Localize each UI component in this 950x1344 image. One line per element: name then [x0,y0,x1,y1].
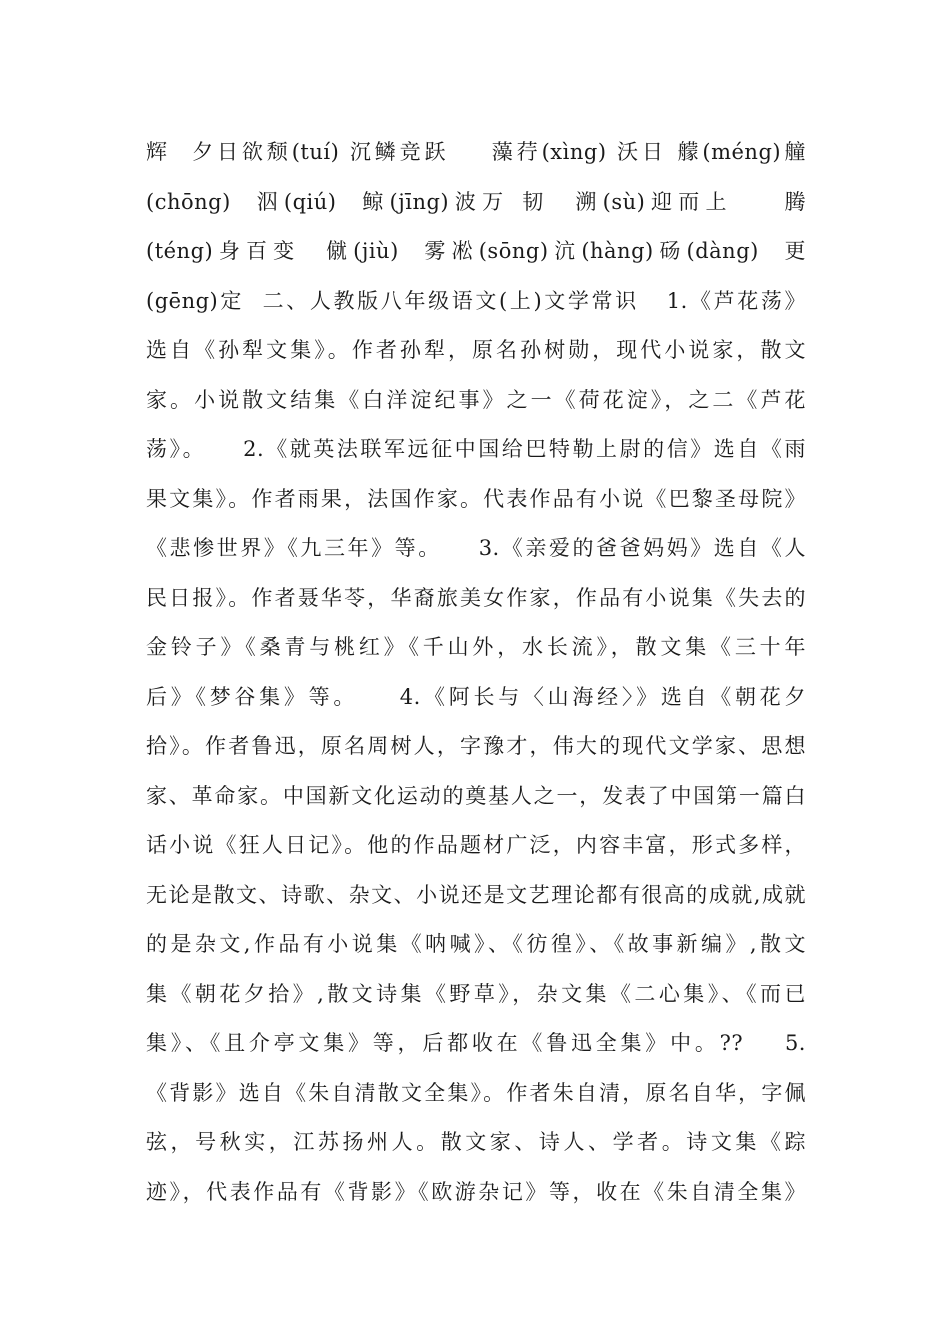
text-line: 弦，号秋实，江苏扬州人。散文家、诗人、学者。诗文集《踪 [146,1130,806,1154]
text-line: 选自《孙犁文集》。作者孙犁，原名孙树勋，现代小说家，散文 [146,338,806,362]
text-line: 话小说《狂人日记》。他的作品题材广泛，内容丰富，形式多样， [146,833,806,857]
text-line: 迹》，代表作品有《背影》《欧游杂记》等，收在《朱自清全集》 [146,1179,806,1204]
text-line: 《悲惨世界》《九三年》等。 3.《亲爱的爸爸妈妈》选自《人 [146,536,806,560]
text-line: 金铃子》《桑青与桃红》《千山外，水长流》，散文集《三十年 [146,635,806,659]
text-line: 民日报》。作者聂华苓，华裔旅美女作家，作品有小说集《失去的 [146,585,806,610]
text-line: 的是杂文,作品有小说集《呐喊》、《彷徨》、《故事新编》,散文 [146,932,806,956]
body-text [146,128,806,1217]
text-line: (gēng)定 二、人教版八年级语文(上)文学常识 1.《芦花荡》 [146,288,806,313]
text-line: 果文集》。作者雨果，法国作家。代表作品有小说《巴黎圣母院》 [146,486,806,511]
text-line: 《背影》选自《朱自清散文全集》。作者朱自清，原名自华，字佩 [146,1080,806,1105]
text-line: 拾》。作者鲁迅，原名周树人，字豫才，伟大的现代文学家、思想 [146,734,806,758]
text-line: 集《朝花夕拾》,散文诗集《野草》，杂文集《二心集》、《而已 [146,981,806,1006]
text-line: (chōng) 泅(qiú) 鲸(jīng)波万 韧 溯(sù)迎而上 腾 [146,189,806,214]
text-line: 辉 夕日欲颓(tuí) 沉鳞竞跃 藻荇(xìng) 沃日 艨(méng)艟 [146,140,806,164]
text-line: (téng)身百变 僦(jiù) 雾凇(sōng)沆(hàng)砀(dàng) 更 [146,239,806,263]
text-line: 家。小说散文结集《白洋淀纪事》之一《荷花淀》，之二《芦花 [146,387,806,412]
text-line: 家、革命家。中国新文化运动的奠基人之一，发表了中国第一篇白 [146,783,806,808]
text-line: 无论是散文、诗歌、杂文、小说还是文艺理论都有很高的成就,成就 [146,882,806,907]
text-line: 集》、《且介亭文集》等，后都收在《鲁迅全集》中。?? 5. [146,1031,806,1055]
text-line: 后》《梦谷集》等。 4.《阿长与〈山海经〉》选自《朝花夕 [146,684,806,709]
text-line: 荡》。 2.《就英法联军远征中国给巴特勒上尉的信》选自《雨 [146,437,806,461]
